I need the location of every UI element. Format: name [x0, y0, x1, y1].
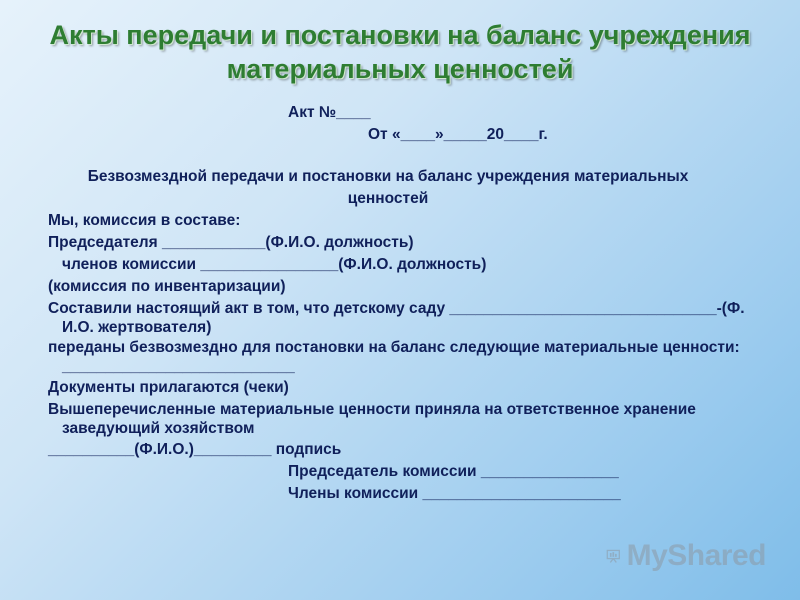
transferred-line: переданы безвозмездно для постановки на баланс следующие материальные ценности: ___________________________ [48, 339, 740, 375]
act-date: От «____»_____20____г. [368, 126, 548, 143]
chairman-signature-line: Председатель комиссии ________________ [288, 463, 619, 480]
members-line: членов комиссии ________________(Ф.И.О. должность) [62, 256, 487, 273]
watermark-text: MyShared [626, 539, 766, 572]
chairman-line: Председателя ____________(Ф.И.О. должность) [48, 234, 414, 251]
members-signature-line: Члены комиссии _______________________ [288, 485, 621, 502]
act-body [48, 102, 768, 505]
presentation-board-icon [606, 539, 621, 573]
compiled-line: Составили настоящий акт в том, что детскому саду _______________________________-(Ф. И.О. жертвователя) [48, 300, 745, 336]
slide-title: Акты передачи и постановки на баланс учреждения материальных ценностей [49, 20, 751, 84]
signature-line: __________(Ф.И.О.)_________ подпись [48, 441, 342, 458]
spacer [48, 146, 768, 166]
watermark-logo [606, 536, 766, 576]
inventory-line: (комиссия по инвентаризации) [48, 278, 286, 295]
commission-line: Мы, комиссия в составе: [48, 212, 241, 229]
act-number: Акт №____ [288, 104, 371, 121]
documents-line: Документы прилагаются (чеки) [48, 379, 289, 396]
act-heading: Безвозмездной передачи и постановки на баланс учреждения материальных ценностей [87, 168, 689, 207]
accepted-line: Вышеперечисленные материальные ценности приняла на ответственное хранение заведующий хозяйством [48, 401, 696, 437]
